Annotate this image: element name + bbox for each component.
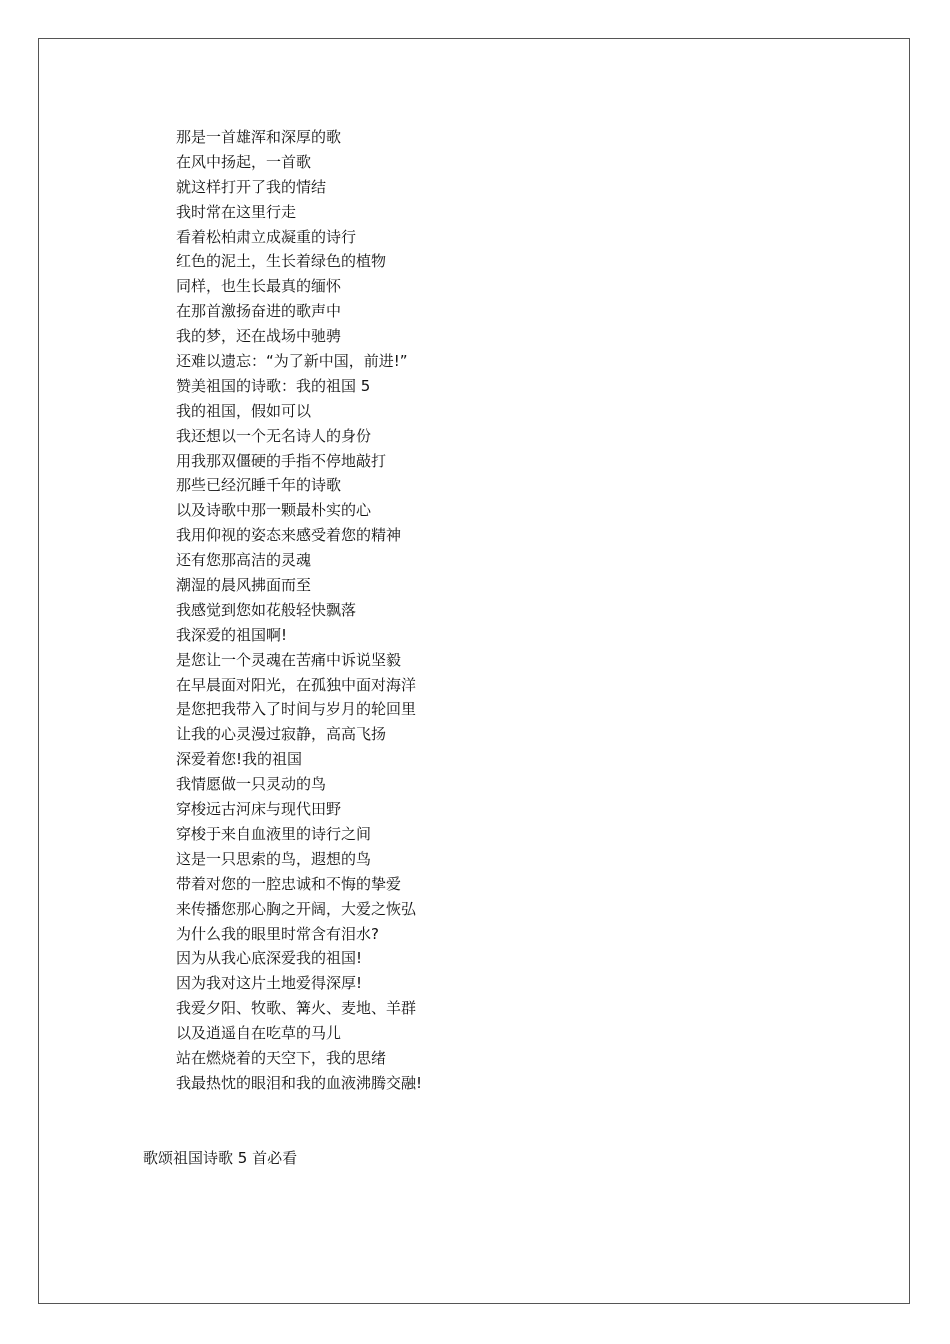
- poem-line: 我爱夕阳、牧歌、篝火、麦地、羊群: [176, 999, 417, 1018]
- poem-line: 我深爱的祖国啊!: [176, 625, 288, 644]
- poem-line: 用我那双僵硬的手指不停地敲打: [176, 451, 387, 470]
- poem-line: 在风中扬起，一首歌: [176, 152, 312, 171]
- poem-line: 因为从我心底深爱我的祖国!: [176, 949, 363, 968]
- poem-line: 带着对您的一腔忠诚和不悔的挚爱: [176, 874, 402, 893]
- poem-line: 在早晨面对阳光，在孤独中面对海洋: [176, 675, 417, 694]
- poem-line: 为什么我的眼里时常含有泪水?: [176, 924, 379, 943]
- poem-line: 以及诗歌中那一颗最朴实的心: [176, 501, 372, 520]
- poem-line: 在那首激扬奋进的歌声中: [176, 302, 342, 321]
- poem-line: 这是一只思索的鸟，遐想的鸟: [176, 849, 372, 868]
- poem-line: 因为我对这片土地爱得深厚!: [176, 974, 363, 993]
- poem-line: 我情愿做一只灵动的鸟: [176, 775, 327, 794]
- poem-line: 是您把我带入了时间与岁月的轮回里: [176, 700, 417, 719]
- poem-line: 站在燃烧着的天空下，我的思绪: [176, 1048, 387, 1067]
- poem-line: 来传播您那心胸之开阔，大爱之恢弘: [176, 899, 417, 918]
- page-frame: [38, 38, 910, 1304]
- poem-line: 我还想以一个无名诗人的身份: [176, 426, 372, 445]
- poem-line: 是您让一个灵魂在苦痛中诉说坚毅: [176, 650, 402, 669]
- poem-line: 就这样打开了我的情结: [176, 177, 327, 196]
- poem-line: 深爱着您!我的祖国: [176, 750, 303, 769]
- poem-line: 还有您那高洁的灵魂: [176, 551, 312, 570]
- poem-line: 我感觉到您如花般轻快飘落: [176, 600, 357, 619]
- footer-title: 歌颂祖国诗歌 5 首必看: [143, 1149, 298, 1167]
- poem-line: 让我的心灵漫过寂静，高高飞扬: [176, 725, 387, 744]
- poem-body: [176, 125, 422, 1096]
- poem-line: 我的祖国，假如可以: [176, 401, 312, 420]
- poem-line: 看着松柏肃立成凝重的诗行: [176, 227, 357, 246]
- poem-line: 我最热忱的眼泪和我的血液沸腾交融!: [176, 1073, 423, 1092]
- poem-line: 同样，也生长最真的缅怀: [176, 277, 342, 296]
- poem-line: 穿梭远古河床与现代田野: [176, 800, 342, 819]
- poem-line: 我的梦，还在战场中驰骋: [176, 327, 342, 346]
- poem-line: 我用仰视的姿态来感受着您的精神: [176, 526, 402, 545]
- poem-line: 赞美祖国的诗歌：我的祖国 5: [176, 376, 371, 395]
- poem-line: 红色的泥土，生长着绿色的植物: [176, 252, 387, 271]
- poem-line: 潮湿的晨风拂面而至: [176, 576, 312, 595]
- poem-line: 以及逍遥自在吃草的马儿: [176, 1024, 342, 1043]
- poem-line: 那是一首雄浑和深厚的歌: [176, 128, 342, 146]
- poem-line: 还难以遗忘：“为了新中国，前进!”: [176, 352, 408, 371]
- poem-line: 那些已经沉睡千年的诗歌: [176, 476, 342, 495]
- poem-line: 穿梭于来自血液里的诗行之间: [176, 824, 372, 843]
- poem-line: 我时常在这里行走: [176, 202, 297, 221]
